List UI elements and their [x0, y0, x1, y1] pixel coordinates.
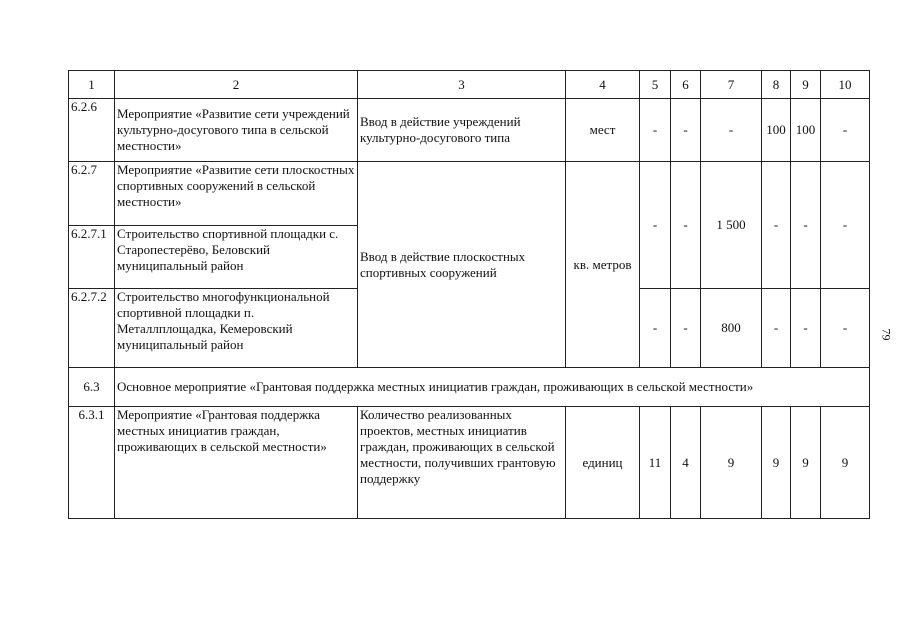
- value-col-8: -: [762, 162, 791, 289]
- header-col-3: 3: [358, 71, 566, 99]
- row-number: 6.2.7: [69, 162, 115, 226]
- unit-cell: единиц: [566, 407, 640, 519]
- value-col-5: 11: [640, 407, 671, 519]
- row-number: 6.2.7.2: [69, 289, 115, 368]
- header-col-4: 4: [566, 71, 640, 99]
- table-row: [69, 407, 870, 519]
- unit-cell: кв. метров: [566, 162, 640, 368]
- value-col-7: -: [701, 99, 762, 162]
- value-col-9: 100: [791, 99, 821, 162]
- header-col-1: 1: [69, 71, 115, 99]
- value-col-7: 800: [701, 289, 762, 368]
- unit-cell: мест: [566, 99, 640, 162]
- value-col-6: -: [671, 289, 701, 368]
- row-number: 6.2.6: [69, 99, 115, 162]
- indicator-name: Ввод в действие учреждений культурно-досугового типа: [358, 99, 566, 162]
- value-col-6: 4: [671, 407, 701, 519]
- header-col-5: 5: [640, 71, 671, 99]
- row-number: 6.3: [69, 368, 115, 407]
- measure-name: Мероприятие «Грантовая поддержка местных инициатив граждан, проживающих в сельской местности»: [115, 407, 358, 519]
- row-number: 6.3.1: [69, 407, 115, 519]
- value-col-5: -: [640, 99, 671, 162]
- header-col-10: 10: [821, 71, 870, 99]
- header-col-6: 6: [671, 71, 701, 99]
- header-col-9: 9: [791, 71, 821, 99]
- header-col-7: 7: [701, 71, 762, 99]
- value-col-8: -: [762, 289, 791, 368]
- value-col-9: -: [791, 162, 821, 289]
- measure-name: Строительство спортивной площадки с. Старопестерёво, Беловский муниципальный район: [115, 226, 358, 289]
- value-col-10: 9: [821, 407, 870, 519]
- indicator-name: Ввод в действие плоскостных спортивных сооружений: [358, 162, 566, 368]
- value-col-9: -: [791, 289, 821, 368]
- header-row: [69, 71, 870, 99]
- table-row: [69, 162, 870, 226]
- header-col-2: 2: [115, 71, 358, 99]
- value-col-9: 9: [791, 407, 821, 519]
- section-row: [69, 368, 870, 407]
- row-number: 6.2.7.1: [69, 226, 115, 289]
- table-row: [69, 99, 870, 162]
- value-col-10: -: [821, 99, 870, 162]
- value-col-5: -: [640, 162, 671, 289]
- section-title: Основное мероприятие «Грантовая поддержка местных инициатив граждан, проживающих в сельской местности»: [115, 368, 870, 407]
- indicator-name: Количество реализованных проектов, местных инициатив граждан, проживающих в сельской местности, получивших грантовую поддержку: [358, 407, 566, 519]
- value-col-10: -: [821, 289, 870, 368]
- measure-name: Мероприятие «Развитие сети учреждений культурно-досугового типа в сельской местности»: [115, 99, 358, 162]
- value-col-8: 100: [762, 99, 791, 162]
- value-col-10: -: [821, 162, 870, 289]
- value-col-7: 9: [701, 407, 762, 519]
- value-col-5: -: [640, 289, 671, 368]
- value-col-6: -: [671, 99, 701, 162]
- header-col-8: 8: [762, 71, 791, 99]
- value-col-8: 9: [762, 407, 791, 519]
- value-col-6: -: [671, 162, 701, 289]
- page-number: 79: [879, 328, 894, 341]
- value-col-7: 1 500: [701, 162, 762, 289]
- indicators-table: [68, 70, 870, 519]
- measure-name: Мероприятие «Развитие сети плоскостных спортивных сооружений в сельской местности»: [115, 162, 358, 226]
- measure-name: Строительство многофункциональной спортивной площадки п. Металлплощадка, Кемеровский муниципальный район: [115, 289, 358, 368]
